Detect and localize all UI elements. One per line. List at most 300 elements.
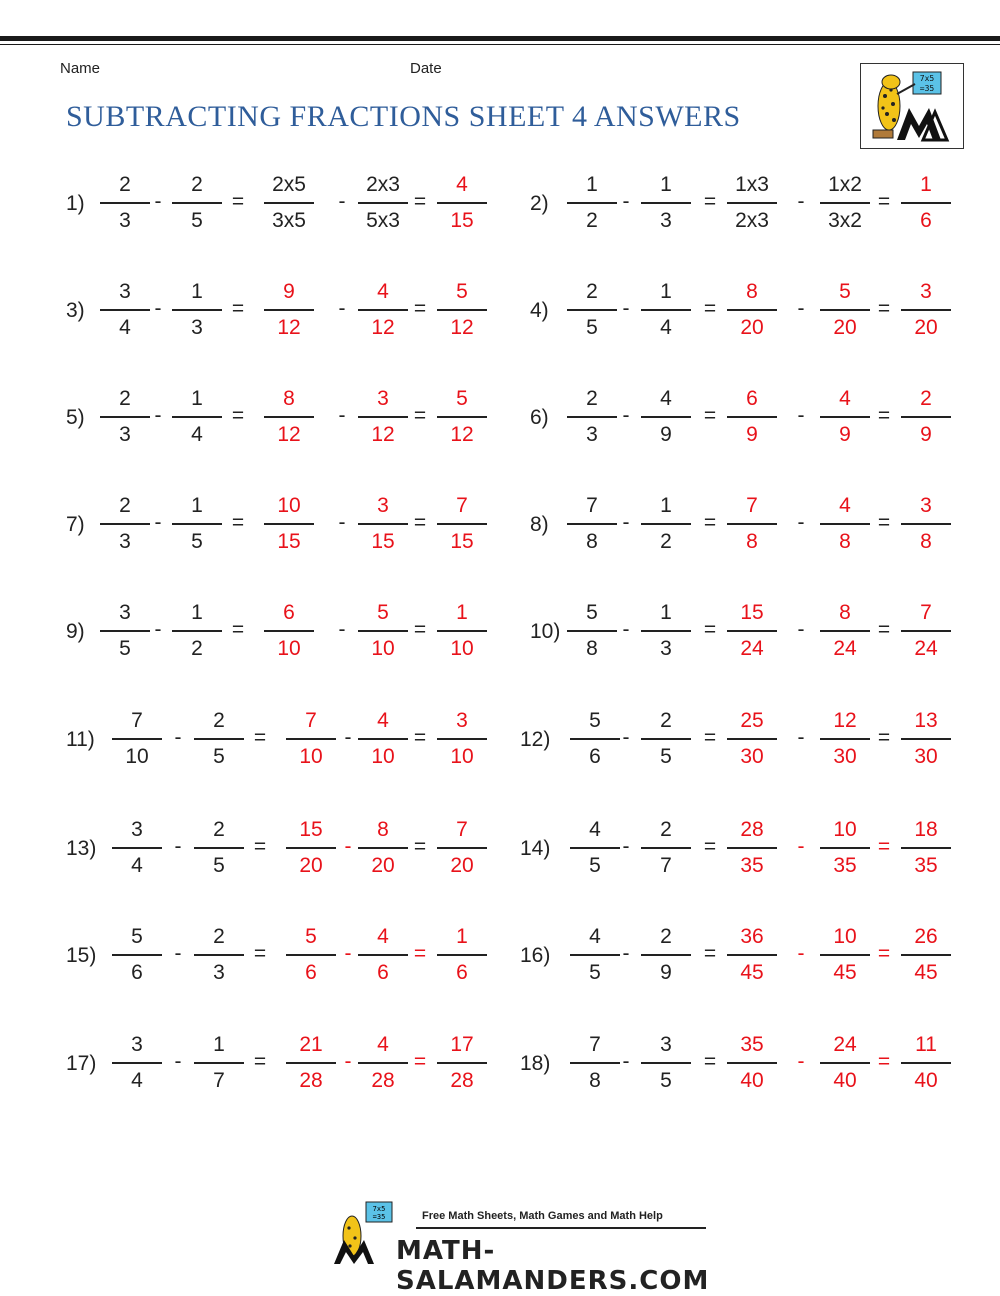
- fraction-bar: [567, 416, 617, 418]
- fraction-bar: [901, 523, 951, 525]
- answer-result: [901, 384, 951, 450]
- answer-result-denominator: 15: [450, 529, 474, 553]
- problem-14: [0, 815, 1000, 885]
- problem-number: 7): [66, 513, 85, 536]
- answer-result-denominator: 45: [914, 960, 938, 984]
- problem-number: 1): [66, 192, 85, 215]
- answer-result-denominator: 40: [914, 1068, 938, 1092]
- answer-fraction-d-numerator: 8: [377, 818, 389, 841]
- minus-sign: -: [797, 1050, 805, 1073]
- minus-sign: -: [797, 511, 805, 534]
- fraction-bar: [567, 523, 617, 525]
- fraction-bar: [901, 847, 951, 849]
- fraction-bar: [641, 738, 691, 740]
- minus-sign: -: [338, 511, 346, 534]
- equals-sign: =: [231, 404, 245, 427]
- fraction-bar: [641, 1062, 691, 1064]
- fraction-b-numerator: 1: [660, 601, 672, 624]
- fraction-bar: [727, 523, 777, 525]
- minus-sign: -: [622, 835, 630, 858]
- fraction-a-numerator: 7: [131, 709, 143, 732]
- footer-site-name: MATH-SALAMANDERS.COM: [396, 1236, 710, 1296]
- equals-sign: =: [703, 190, 717, 213]
- answer-fraction-c-denominator: 35: [740, 853, 764, 877]
- fraction-b-denominator: 3: [660, 208, 672, 232]
- minus-sign: -: [622, 190, 630, 213]
- minus-sign: -: [797, 618, 805, 641]
- answer-fraction-c: [727, 922, 777, 988]
- fraction-b-numerator: 3: [660, 1033, 672, 1056]
- answer-result-denominator: 35: [914, 853, 938, 877]
- fraction-b: [641, 384, 691, 450]
- answer-fraction-c-numerator: 15: [299, 818, 323, 841]
- fraction-bar: [901, 416, 951, 418]
- answer-fraction-d-numerator: 4: [377, 925, 389, 948]
- equals-sign: =: [413, 835, 427, 858]
- equals-sign: =: [253, 726, 267, 749]
- answer-fraction-c: [727, 598, 777, 664]
- answer-fraction-c-numerator: 8: [283, 387, 295, 410]
- fraction-a-denominator: 5: [589, 960, 601, 984]
- fraction-bar: [570, 738, 620, 740]
- fraction-bar: [641, 523, 691, 525]
- answer-fraction-d-numerator: 4: [839, 387, 851, 410]
- minus-sign: -: [338, 190, 346, 213]
- answer-fraction-d-denominator: 9: [839, 422, 851, 446]
- problem-number: 9): [66, 620, 85, 643]
- problem-number: 16): [520, 944, 551, 967]
- fraction-bar: [641, 416, 691, 418]
- answer-fraction-d-denominator: 15: [371, 529, 395, 553]
- answer-result-denominator: 20: [450, 853, 474, 877]
- answer-fraction-d: [820, 170, 870, 236]
- fraction-bar: [727, 416, 777, 418]
- footer-board-line2: =35: [372, 1213, 386, 1221]
- answer-fraction-d-numerator: 10: [833, 818, 857, 841]
- minus-sign: -: [622, 1050, 630, 1073]
- fraction-bar: [901, 738, 951, 740]
- equals-sign: =: [253, 835, 267, 858]
- equals-sign: =: [413, 1050, 427, 1073]
- equals-sign: =: [413, 618, 427, 641]
- fraction-bar: [570, 847, 620, 849]
- fraction-a: [567, 384, 617, 450]
- answer-fraction-c-denominator: 24: [740, 636, 764, 660]
- equals-sign: =: [877, 726, 891, 749]
- fraction-b-denominator: 2: [660, 529, 672, 553]
- fraction-a-denominator: 2: [586, 208, 598, 232]
- problem-18: [0, 1030, 1000, 1100]
- answer-fraction-c-denominator: 12: [277, 422, 301, 446]
- answer-result-denominator: 30: [914, 744, 938, 768]
- problem-6: [0, 384, 1000, 454]
- fraction-bar: [727, 309, 777, 311]
- answer-result: [901, 922, 951, 988]
- answer-fraction-c-numerator: 21: [299, 1033, 323, 1056]
- fraction-bar: [567, 202, 617, 204]
- answer-fraction-d: [820, 706, 870, 772]
- answer-fraction-c-denominator: 2x3: [735, 208, 769, 232]
- equals-sign: =: [703, 835, 717, 858]
- fraction-b-denominator: 7: [213, 1068, 225, 1092]
- answer-fraction-c-denominator: 9: [746, 422, 758, 446]
- answer-result-numerator: 5: [456, 387, 468, 410]
- fraction-bar: [820, 523, 870, 525]
- problem-number: 5): [66, 406, 85, 429]
- fraction-a-numerator: 2: [586, 280, 598, 303]
- fraction-b-denominator: 9: [660, 960, 672, 984]
- problem-2: [0, 170, 1000, 240]
- fraction-a-numerator: 2: [119, 494, 131, 517]
- equals-sign: =: [231, 511, 245, 534]
- fraction-b-numerator: 2: [660, 925, 672, 948]
- equals-sign: =: [413, 297, 427, 320]
- answer-result-denominator: 12: [450, 315, 474, 339]
- answer-fraction-d: [820, 1030, 870, 1096]
- problem-8: [0, 491, 1000, 561]
- answer-result-numerator: 3: [456, 709, 468, 732]
- minus-sign: -: [622, 726, 630, 749]
- fraction-b-numerator: 1: [191, 601, 203, 624]
- fraction-a-numerator: 3: [119, 280, 131, 303]
- answer-fraction-c-numerator: 9: [283, 280, 295, 303]
- fraction-b: [641, 922, 691, 988]
- equals-sign: =: [703, 942, 717, 965]
- fraction-b-numerator: 1: [191, 387, 203, 410]
- fraction-bar: [820, 738, 870, 740]
- equals-sign: =: [413, 404, 427, 427]
- minus-sign: -: [338, 297, 346, 320]
- answer-fraction-d: [820, 922, 870, 988]
- minus-sign: -: [344, 726, 352, 749]
- minus-sign: -: [797, 942, 805, 965]
- answer-fraction-c-numerator: 6: [283, 601, 295, 624]
- answer-fraction-d-denominator: 12: [371, 422, 395, 446]
- answer-result-numerator: 11: [915, 1033, 937, 1056]
- equals-sign: =: [703, 511, 717, 534]
- logo-board-line2: =35: [919, 84, 935, 93]
- minus-sign: -: [338, 618, 346, 641]
- problem-number: 13): [66, 837, 97, 860]
- answer-result-numerator: 17: [450, 1033, 474, 1056]
- fraction-a: [570, 922, 620, 988]
- equals-sign: =: [877, 1050, 891, 1073]
- problem-number: 8): [530, 513, 549, 536]
- minus-sign: -: [154, 511, 162, 534]
- answer-result-denominator: 9: [920, 422, 932, 446]
- answer-result-numerator: 7: [920, 601, 932, 624]
- answer-result-denominator: 28: [450, 1068, 474, 1092]
- footer-underline: [416, 1227, 706, 1229]
- fraction-b-denominator: 3: [213, 960, 225, 984]
- minus-sign: -: [338, 404, 346, 427]
- fraction-a: [570, 1030, 620, 1096]
- footer-logo: [330, 1200, 710, 1296]
- fraction-b: [641, 598, 691, 664]
- answer-result-numerator: 3: [920, 280, 932, 303]
- answer-fraction-c-denominator: 20: [299, 853, 323, 877]
- answer-fraction-d-numerator: 8: [839, 601, 851, 624]
- fraction-a-numerator: 7: [589, 1033, 601, 1056]
- fraction-b: [641, 277, 691, 343]
- answer-result-denominator: 6: [920, 208, 932, 232]
- fraction-bar: [727, 954, 777, 956]
- minus-sign: -: [622, 297, 630, 320]
- minus-sign: -: [344, 1050, 352, 1073]
- equals-sign: =: [703, 404, 717, 427]
- fraction-b-numerator: 1: [213, 1033, 225, 1056]
- fraction-bar: [727, 202, 777, 204]
- minus-sign: -: [154, 404, 162, 427]
- fraction-b-denominator: 5: [191, 529, 203, 553]
- fraction-a-numerator: 3: [131, 818, 143, 841]
- problem-number: 14): [520, 837, 551, 860]
- answer-fraction-c-denominator: 10: [299, 744, 323, 768]
- answer-fraction-c-numerator: 25: [740, 709, 764, 732]
- answer-fraction-d-denominator: 30: [833, 744, 857, 768]
- minus-sign: -: [797, 297, 805, 320]
- fraction-a-denominator: 4: [131, 1068, 143, 1092]
- fraction-bar: [567, 630, 617, 632]
- answer-fraction-c-denominator: 15: [277, 529, 301, 553]
- answer-fraction-c-denominator: 45: [740, 960, 764, 984]
- fraction-b-numerator: 1: [191, 494, 203, 517]
- answer-result-numerator: 1: [456, 601, 468, 624]
- answer-fraction-d-numerator: 4: [377, 709, 389, 732]
- answer-fraction-d-numerator: 5: [839, 280, 851, 303]
- fraction-a-numerator: 5: [589, 709, 601, 732]
- fraction-a-denominator: 8: [589, 1068, 601, 1092]
- fraction-b-denominator: 5: [213, 744, 225, 768]
- fraction-a-numerator: 4: [589, 818, 601, 841]
- answer-fraction-d-numerator: 4: [377, 1033, 389, 1056]
- fraction-a-denominator: 3: [119, 422, 131, 446]
- fraction-a-denominator: 4: [119, 315, 131, 339]
- minus-sign: -: [797, 726, 805, 749]
- answer-result: [901, 815, 951, 881]
- answer-result-numerator: 7: [456, 494, 468, 517]
- fraction-bar: [820, 309, 870, 311]
- answer-fraction-c: [727, 491, 777, 557]
- answer-fraction-d-denominator: 6: [377, 960, 389, 984]
- answer-fraction-d-denominator: 20: [371, 853, 395, 877]
- answer-fraction-d-denominator: 24: [833, 636, 857, 660]
- fraction-bar: [901, 1062, 951, 1064]
- answer-fraction-c-numerator: 35: [740, 1033, 764, 1056]
- fraction-b-numerator: 2: [191, 173, 203, 196]
- equals-sign: =: [703, 618, 717, 641]
- fraction-a-numerator: 5: [586, 601, 598, 624]
- fraction-b-denominator: 5: [191, 208, 203, 232]
- answer-fraction-c: [727, 170, 777, 236]
- answer-fraction-c-numerator: 36: [740, 925, 764, 948]
- problem-number: 15): [66, 944, 97, 967]
- fraction-b-numerator: 2: [213, 709, 225, 732]
- fraction-bar: [820, 1062, 870, 1064]
- fraction-bar: [570, 954, 620, 956]
- fraction-a-denominator: 5: [586, 315, 598, 339]
- problem-number: 6): [530, 406, 549, 429]
- equals-sign: =: [877, 618, 891, 641]
- salamander-logo: [860, 63, 964, 149]
- answer-result-numerator: 7: [456, 818, 468, 841]
- top-rule: [0, 36, 1000, 41]
- fraction-a: [567, 170, 617, 236]
- answer-fraction-c-numerator: 6: [746, 387, 758, 410]
- minus-sign: -: [174, 942, 182, 965]
- problem-number: 17): [66, 1052, 97, 1075]
- fraction-b: [641, 170, 691, 236]
- answer-fraction-d-denominator: 8: [839, 529, 851, 553]
- fraction-b-numerator: 4: [660, 387, 672, 410]
- fraction-a-numerator: 4: [589, 925, 601, 948]
- minus-sign: -: [622, 942, 630, 965]
- fraction-bar: [820, 954, 870, 956]
- minus-sign: -: [154, 190, 162, 213]
- answer-fraction-c-denominator: 20: [740, 315, 764, 339]
- answer-fraction-c-numerator: 15: [740, 601, 764, 624]
- answer-result-numerator: 1: [456, 925, 468, 948]
- fraction-b-denominator: 4: [660, 315, 672, 339]
- answer-fraction-c-denominator: 3x5: [272, 208, 306, 232]
- answer-fraction-d-denominator: 10: [371, 636, 395, 660]
- answer-fraction-c: [727, 384, 777, 450]
- fraction-b-numerator: 2: [660, 818, 672, 841]
- fraction-a-denominator: 10: [125, 744, 149, 768]
- fraction-b-numerator: 1: [660, 173, 672, 196]
- top-rule-thin: [0, 44, 1000, 45]
- problem-12: [0, 706, 1000, 776]
- answer-result-denominator: 24: [914, 636, 938, 660]
- answer-result: [901, 277, 951, 343]
- answer-fraction-d-numerator: 12: [833, 709, 857, 732]
- answer-fraction-c-denominator: 28: [299, 1068, 323, 1092]
- answer-result-denominator: 8: [920, 529, 932, 553]
- fraction-a-denominator: 6: [131, 960, 143, 984]
- fraction-a-denominator: 6: [589, 744, 601, 768]
- answer-result-denominator: 10: [450, 744, 474, 768]
- answer-result-numerator: 3: [920, 494, 932, 517]
- fraction-bar: [901, 630, 951, 632]
- fraction-a-denominator: 4: [131, 853, 143, 877]
- fraction-a: [567, 491, 617, 557]
- problem-number: 11): [66, 728, 95, 751]
- answer-fraction-d: [820, 815, 870, 881]
- fraction-b-numerator: 1: [191, 280, 203, 303]
- fraction-a-numerator: 2: [119, 387, 131, 410]
- minus-sign: -: [174, 726, 182, 749]
- answer-fraction-d-numerator: 3: [377, 387, 389, 410]
- answer-fraction-c-numerator: 7: [305, 709, 317, 732]
- answer-fraction-d: [820, 598, 870, 664]
- answer-result: [901, 598, 951, 664]
- equals-sign: =: [703, 726, 717, 749]
- fraction-bar: [901, 309, 951, 311]
- minus-sign: -: [622, 618, 630, 641]
- name-label: Name: [60, 60, 101, 77]
- fraction-bar: [820, 416, 870, 418]
- fraction-b: [641, 706, 691, 772]
- answer-fraction-c-numerator: 28: [740, 818, 764, 841]
- answer-fraction-d-numerator: 2x3: [366, 173, 400, 196]
- answer-result-numerator: 2: [920, 387, 932, 410]
- answer-result: [901, 170, 951, 236]
- fraction-b-denominator: 3: [660, 636, 672, 660]
- equals-sign: =: [413, 942, 427, 965]
- fraction-a-denominator: 3: [119, 529, 131, 553]
- answer-fraction-d-denominator: 45: [833, 960, 857, 984]
- problem-number: 12): [520, 728, 551, 751]
- fraction-bar: [641, 202, 691, 204]
- fraction-b-denominator: 5: [660, 1068, 672, 1092]
- fraction-a-denominator: 8: [586, 529, 598, 553]
- fraction-bar: [820, 630, 870, 632]
- fraction-b: [641, 815, 691, 881]
- fraction-b-denominator: 4: [191, 422, 203, 446]
- fraction-a-denominator: 5: [589, 853, 601, 877]
- fraction-b-denominator: 5: [213, 853, 225, 877]
- answer-fraction-d-denominator: 40: [833, 1068, 857, 1092]
- minus-sign: -: [174, 835, 182, 858]
- minus-sign: -: [344, 942, 352, 965]
- fraction-bar: [727, 847, 777, 849]
- fraction-b-denominator: 3: [191, 315, 203, 339]
- fraction-a: [570, 815, 620, 881]
- minus-sign: -: [622, 404, 630, 427]
- problem-number: 3): [66, 299, 85, 322]
- answer-fraction-d-denominator: 28: [371, 1068, 395, 1092]
- minus-sign: -: [154, 297, 162, 320]
- answer-result-denominator: 15: [450, 208, 474, 232]
- equals-sign: =: [877, 511, 891, 534]
- minus-sign: -: [797, 404, 805, 427]
- equals-sign: =: [253, 1050, 267, 1073]
- answer-fraction-c-denominator: 40: [740, 1068, 764, 1092]
- equals-sign: =: [253, 942, 267, 965]
- fraction-a-denominator: 8: [586, 636, 598, 660]
- fraction-bar: [570, 1062, 620, 1064]
- page-title: SUBTRACTING FRACTIONS SHEET 4 ANSWERS: [66, 100, 741, 133]
- problem-number: 18): [520, 1052, 551, 1075]
- answer-result: [901, 706, 951, 772]
- fraction-a: [567, 598, 617, 664]
- fraction-bar: [727, 738, 777, 740]
- fraction-b-denominator: 5: [660, 744, 672, 768]
- date-label: Date: [410, 60, 442, 77]
- equals-sign: =: [877, 404, 891, 427]
- fraction-bar: [641, 847, 691, 849]
- fraction-b-numerator: 2: [213, 818, 225, 841]
- fraction-bar: [567, 309, 617, 311]
- answer-fraction-d-denominator: 5x3: [366, 208, 400, 232]
- equals-sign: =: [413, 726, 427, 749]
- answer-fraction-c: [727, 706, 777, 772]
- fraction-bar: [727, 630, 777, 632]
- answer-fraction-c-denominator: 8: [746, 529, 758, 553]
- fraction-bar: [820, 202, 870, 204]
- problem-number: 4): [530, 299, 549, 322]
- answer-fraction-d-numerator: 5: [377, 601, 389, 624]
- fraction-bar: [641, 309, 691, 311]
- answer-result-numerator: 18: [914, 818, 938, 841]
- answer-fraction-d-denominator: 12: [371, 315, 395, 339]
- answer-fraction-d-denominator: 35: [833, 853, 857, 877]
- answer-fraction-c: [727, 277, 777, 343]
- answer-fraction-c-numerator: 2x5: [272, 173, 306, 196]
- answer-result-numerator: 4: [456, 173, 468, 196]
- footer-board-line1: 7x5: [372, 1205, 386, 1213]
- answer-result: [901, 491, 951, 557]
